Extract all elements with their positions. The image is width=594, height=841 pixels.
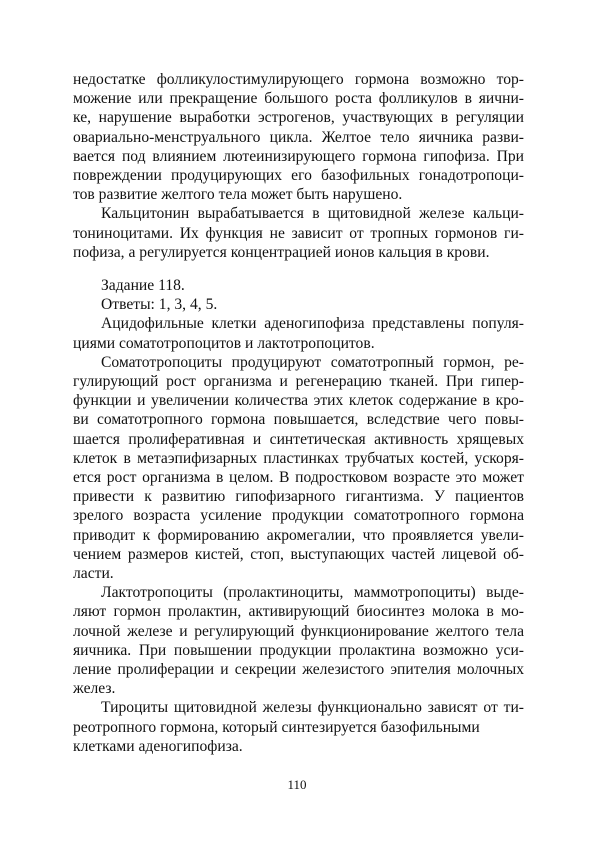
page-number: 110 <box>287 777 307 792</box>
text-line: Ацидофильные клетки аденогипофиза представлены популя- <box>101 315 524 332</box>
text-line: Соматотропоциты продуцируют соматотропный гормон, ре- <box>101 354 524 371</box>
text-line: зрелого возраста усиление продукции соматотропного гормона <box>73 507 524 524</box>
text-line: гулирующий рост организма и регенерацию тканей. При гипер- <box>73 373 524 390</box>
text-line: ласти. <box>73 565 114 582</box>
text-line: можение или прекращение большого роста фолликулов в яични- <box>73 90 524 107</box>
text-line: желез. <box>73 680 116 697</box>
text-line: шается пролиферативная и синтетическая активность хрящевых <box>73 431 524 448</box>
text-line: клеток в метаэпифизарных пластинках трубчатых костей, ускоря- <box>73 450 524 467</box>
text-line: овариально-менструального цикла. Желтое тело яичника разви- <box>73 129 524 146</box>
text-line: недостатке фолликулостимулирующего гормона возможно тор- <box>73 71 524 88</box>
text-line: яичника. При повышении продукции пролактина возможно уси- <box>73 642 524 659</box>
text-line: Тироциты щитовидной железы функционально зависят от ти- <box>101 699 524 716</box>
text-line: тов развитие желтого тела может быть нарушено. <box>73 186 403 203</box>
text-line: функции и увеличении количества этих клеток содержание в кро- <box>73 392 524 409</box>
text-line: циями соматотропоцитов и лактотропоцитов. <box>73 335 375 352</box>
text-line: повреждении продуцирующих его базофильных гонадотропоци- <box>73 167 524 184</box>
text-line: привести к развитию гипофизарного гигантизма. У пациентов <box>73 488 524 505</box>
task-heading: Задание 118. <box>101 277 185 294</box>
text-line: тониноцитами. Их функция не зависит от тропных гормонов ги- <box>73 225 524 242</box>
text-line: ке, нарушение выработки эстрогенов, участвующих в регуляции <box>73 109 524 126</box>
text-line: ление пролиферации и секреции железистого эпителия молочных <box>73 661 524 678</box>
text-line: ви соматотропного гормона повышается, вследствие чего повы- <box>73 411 524 428</box>
text-line: ляют гормон пролактин, активирующий биосинтез молока в мо- <box>73 603 524 620</box>
text-line: Кальцитонин вырабатывается в щитовидной железе кальци- <box>101 205 524 222</box>
text-line: пофиза, а регулируется концентрацией ионов кальция в крови. <box>73 244 490 261</box>
text-line: клетками аденогипофиза. <box>73 738 243 755</box>
text-line: Лактотропоциты (пролактиноциты, маммотропоциты) выде- <box>101 584 524 601</box>
answers-line: Ответы: 1, 3, 4, 5. <box>101 296 218 313</box>
text-line: ется рост организма в целом. В подростковом возрасте это может <box>73 469 524 486</box>
text-line: приводит к формированию акромегалии, что проявляется увели- <box>73 527 524 544</box>
text-line: чением размеров кистей, стоп, выступающих частей лицевой об- <box>73 546 524 563</box>
text-line: лочной железе и регулирующий функционирование желтого тела <box>73 623 524 640</box>
text-line: вается под влиянием лютеинизирующего гормона гипофиза. При <box>73 148 524 165</box>
text-line: реотропного гормона, который синтезируется базофильными <box>73 719 480 736</box>
